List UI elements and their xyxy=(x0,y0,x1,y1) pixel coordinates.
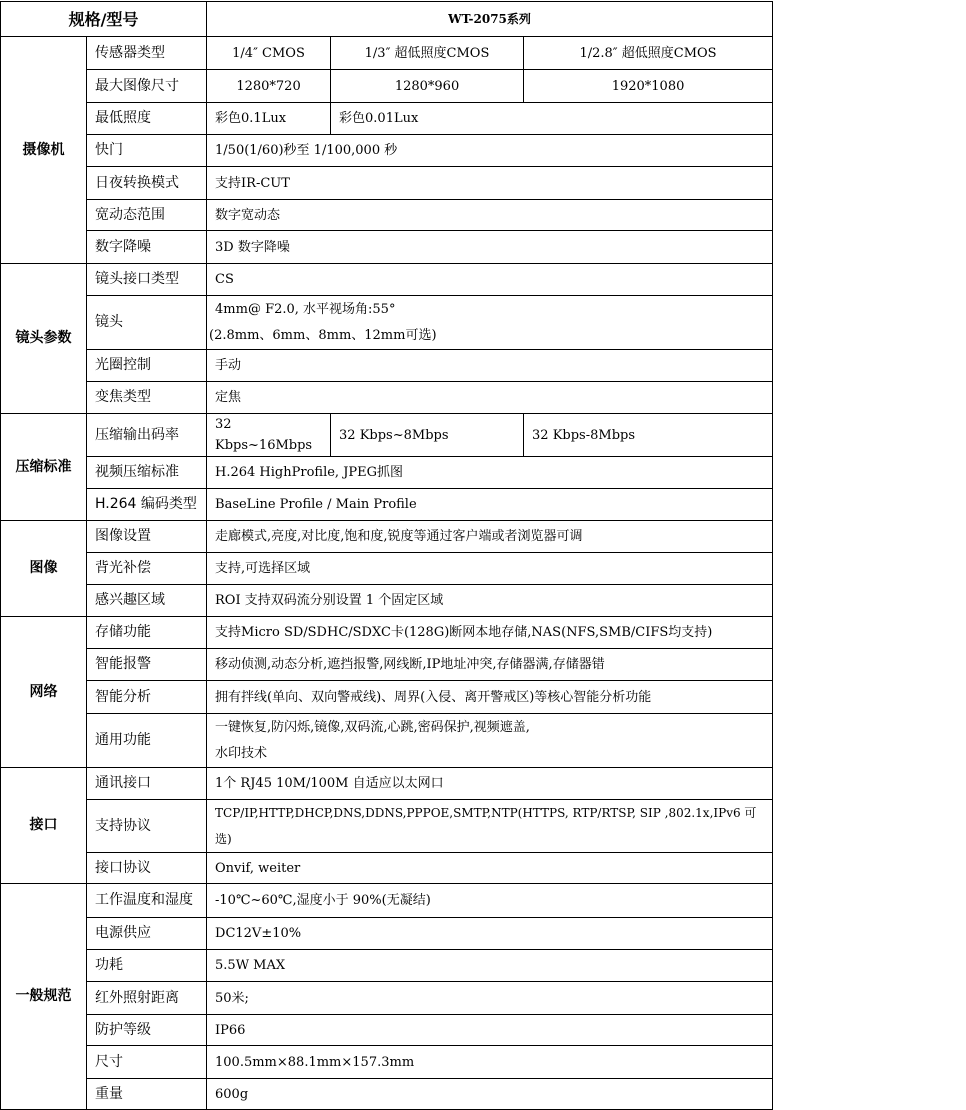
row-label: 宽动态范围 xyxy=(87,200,207,231)
row-value: 1/50(1/60)秒至 1/100,000 秒 xyxy=(207,135,773,167)
table-row xyxy=(1,1079,773,1110)
table-row xyxy=(1,135,773,167)
row-label: 存储功能 xyxy=(87,617,207,649)
row-label: 功耗 xyxy=(87,950,207,982)
maxres-value-2: 1280*960 xyxy=(331,70,524,103)
row-value: 600g xyxy=(207,1079,773,1110)
row-value: H.264 HighProfile, JPEG抓图 xyxy=(207,457,773,489)
row-label: 快门 xyxy=(87,135,207,167)
sensor-value-3: 1/2.8″ 超低照度CMOS xyxy=(524,37,773,70)
table-row xyxy=(1,918,773,950)
row-value: CS xyxy=(207,264,773,296)
row-value: 100.5mm×88.1mm×157.3mm xyxy=(207,1046,773,1079)
table-row xyxy=(1,950,773,982)
row-label: 变焦类型 xyxy=(87,382,207,414)
row-value: -10℃~60℃,湿度小于 90%(无凝结) xyxy=(207,884,773,918)
row-label: 背光补偿 xyxy=(87,553,207,585)
row-value: 支持Micro SD/SDHC/SDXC卡(128G)断网本地存储,NAS(NFS,SMB/CIFS均支持) xyxy=(207,617,773,649)
row-label: 接口协议 xyxy=(87,853,207,884)
table-row xyxy=(1,649,773,681)
row-label: 支持协议 xyxy=(87,800,207,853)
row-label: 尺寸 xyxy=(87,1046,207,1079)
row-value: DC12V±10% xyxy=(207,918,773,950)
row-value: 支持IR-CUT xyxy=(207,167,773,200)
protocols-line-2: 选) xyxy=(215,832,232,846)
protocols-line-1: TCP/IP,HTTP,DHCP,DNS,DDNS,PPPOE,SMTP,NTP(HTTPS, RTP/RTSP, SIP ,802.1x,IPv6 可 xyxy=(215,806,757,820)
row-value: 拥有拌线(单向、双向警戒线)、周界(入侵、离开警戒区)等核心智能分析功能 xyxy=(207,681,773,714)
section-image-title: 图像 xyxy=(1,521,87,617)
general-line-1: 一键恢复,防闪烁,镜像,双码流,心跳,密码保护,视频遮盖, xyxy=(215,719,530,735)
series-name: WT-2075系列 xyxy=(207,2,773,37)
row-label: 最低照度 xyxy=(87,103,207,135)
spec-table xyxy=(0,1,773,1110)
maxres-value-1: 1280*720 xyxy=(207,70,331,103)
row-label: 传感器类型 xyxy=(87,37,207,70)
row-label: 镜头接口类型 xyxy=(87,264,207,296)
row-label: 防护等级 xyxy=(87,1015,207,1046)
section-compression-title: 压缩标准 xyxy=(1,414,87,521)
spec-header-title: 规格/型号 xyxy=(1,2,207,37)
row-value: IP66 xyxy=(207,1015,773,1046)
table-row xyxy=(1,853,773,884)
table-row xyxy=(1,585,773,617)
row-label: 光圈控制 xyxy=(87,350,207,382)
row-label: 图像设置 xyxy=(87,521,207,553)
general-functions-value xyxy=(207,714,773,768)
table-row xyxy=(1,414,773,457)
table-row xyxy=(1,768,773,800)
table-row xyxy=(1,382,773,414)
table-row xyxy=(1,264,773,296)
sensor-value-2: 1/3″ 超低照度CMOS xyxy=(331,37,524,70)
section-interface-title: 接口 xyxy=(1,768,87,884)
minlux-value-1: 彩色0.1Lux xyxy=(207,103,331,135)
section-camera-title: 摄像机 xyxy=(1,37,87,264)
table-row xyxy=(1,617,773,649)
lens-line-2: (2.8mm、6mm、8mm、12mm可选) xyxy=(209,327,437,343)
minlux-value-2: 彩色0.01Lux xyxy=(331,103,773,135)
table-row xyxy=(1,1015,773,1046)
section-general-title: 一般规范 xyxy=(1,884,87,1110)
row-label: 镜头 xyxy=(87,296,207,350)
row-label: 重量 xyxy=(87,1079,207,1110)
row-value: 3D 数字降噪 xyxy=(207,231,773,264)
table-row xyxy=(1,1046,773,1079)
protocols-value xyxy=(207,800,773,853)
general-line-2: 水印技术 xyxy=(215,745,268,761)
maxres-value-3: 1920*1080 xyxy=(524,70,773,103)
table-row xyxy=(1,350,773,382)
row-label: 日夜转换模式 xyxy=(87,167,207,200)
row-value: 移动侦测,动态分析,遮挡报警,网线断,IP地址冲突,存储器满,存储器错 xyxy=(207,649,773,681)
row-label: 通讯接口 xyxy=(87,768,207,800)
section-lens-title: 镜头参数 xyxy=(1,264,87,414)
row-label: 红外照射距离 xyxy=(87,982,207,1015)
row-label: 压缩输出码率 xyxy=(87,414,207,457)
bitrate-value-2: 32 Kbps~8Mbps xyxy=(331,414,524,457)
table-row xyxy=(1,521,773,553)
table-row xyxy=(1,296,773,350)
row-value: 数字宽动态 xyxy=(207,200,773,231)
row-label: 工作温度和湿度 xyxy=(87,884,207,918)
table-row xyxy=(1,714,773,768)
table-row xyxy=(1,800,773,853)
table-row xyxy=(1,884,773,918)
table-row xyxy=(1,167,773,200)
row-value: 定焦 xyxy=(207,382,773,414)
table-row xyxy=(1,103,773,135)
row-label: 感兴趣区域 xyxy=(87,585,207,617)
row-label: 智能分析 xyxy=(87,681,207,714)
row-label: H.264 编码类型 xyxy=(87,489,207,521)
row-label: 电源供应 xyxy=(87,918,207,950)
table-row xyxy=(1,37,773,70)
row-value: Onvif, weiter xyxy=(207,853,773,884)
row-label: 数字降噪 xyxy=(87,231,207,264)
lens-line-1: 4mm@ F2.0, 水平视场角:55° xyxy=(215,301,396,317)
row-label: 通用功能 xyxy=(87,714,207,768)
row-value: BaseLine Profile / Main Profile xyxy=(207,489,773,521)
lens-value xyxy=(207,296,773,350)
row-value: 支持,可选择区域 xyxy=(207,553,773,585)
table-row xyxy=(1,489,773,521)
row-value: 1个 RJ45 10M/100M 自适应以太网口 xyxy=(207,768,773,800)
table-row xyxy=(1,70,773,103)
row-value: 走廊模式,亮度,对比度,饱和度,锐度等通过客户端或者浏览器可调 xyxy=(207,521,773,553)
table-row xyxy=(1,982,773,1015)
row-value: ROI 支持双码流分别设置 1 个固定区域 xyxy=(207,585,773,617)
row-value: 5.5W MAX xyxy=(207,950,773,982)
bitrate-value-1: 32 Kbps~16Mbps xyxy=(207,414,331,457)
bitrate-value-3: 32 Kbps-8Mbps xyxy=(524,414,773,457)
row-label: 视频压缩标准 xyxy=(87,457,207,489)
row-label: 最大图像尺寸 xyxy=(87,70,207,103)
row-value: 50米; xyxy=(207,982,773,1015)
table-row xyxy=(1,200,773,231)
table-row xyxy=(1,231,773,264)
table-row xyxy=(1,553,773,585)
sensor-value-1: 1/4″ CMOS xyxy=(207,37,331,70)
table-row xyxy=(1,681,773,714)
header-row xyxy=(1,2,773,37)
row-value: 手动 xyxy=(207,350,773,382)
row-label: 智能报警 xyxy=(87,649,207,681)
section-network-title: 网络 xyxy=(1,617,87,768)
table-row xyxy=(1,457,773,489)
